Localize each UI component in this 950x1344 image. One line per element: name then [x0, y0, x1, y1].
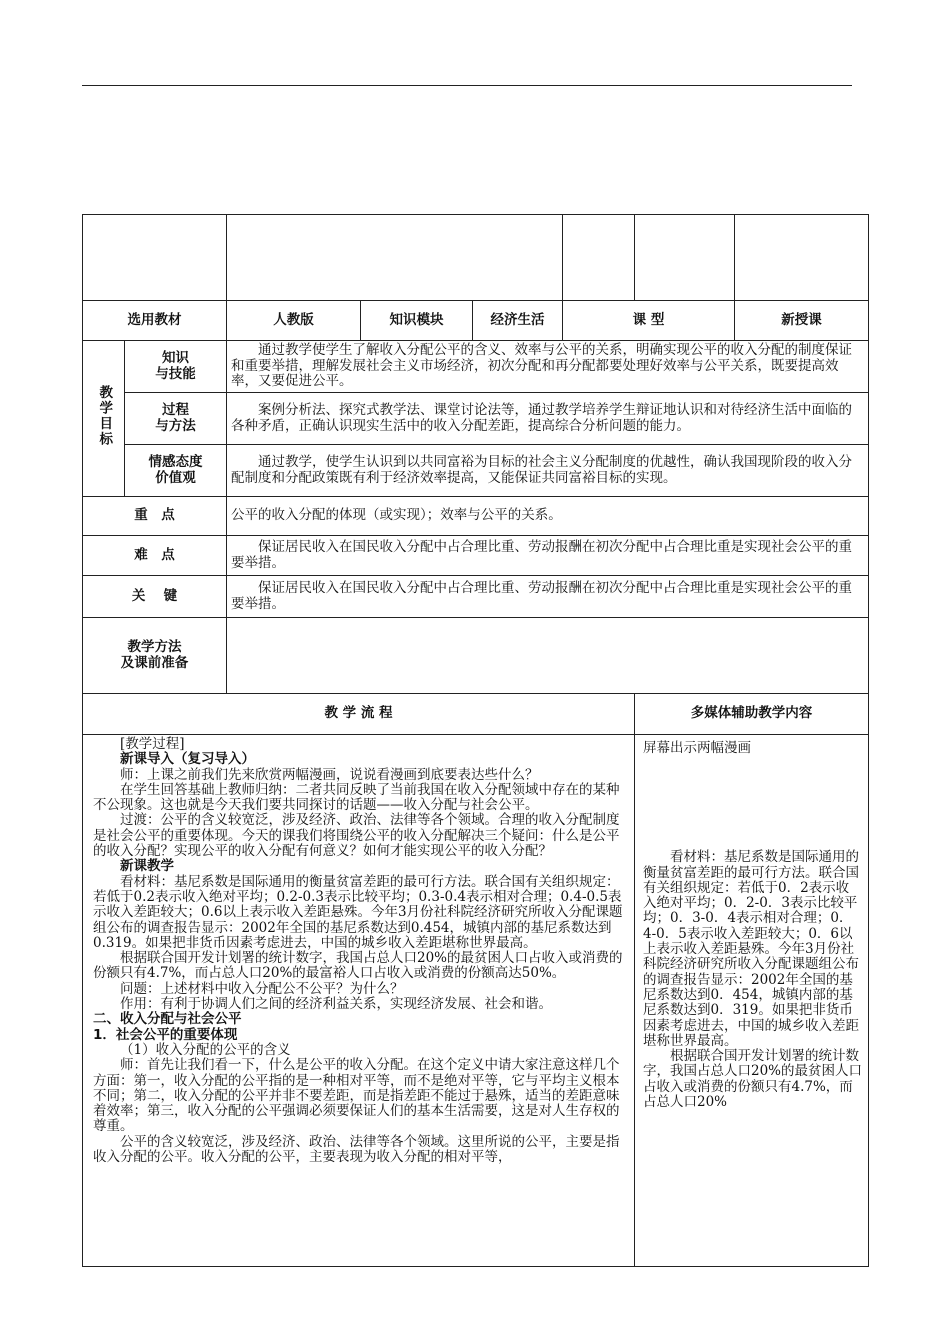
- goal-label-values: [125, 445, 227, 497]
- blank-cell: [563, 215, 635, 301]
- side-note-undp: 根据联合国开发计划署的统计数字，我国占总人口20%的最贫困人口占收入或消费的份额只有4.7%，而占总人口20%: [643, 1048, 863, 1111]
- flow-section-heading: 二、收入分配与社会公平: [93, 1011, 242, 1028]
- side-note-cartoons: 屏幕出示两幅漫画: [643, 740, 751, 756]
- difficulty-label: 难 点: [83, 536, 227, 576]
- flow-paragraph: 看材料：基尼系数是国际通用的衡量贫富差距的最可行方法。联合国有关组织规定：若低于0.2表示收入绝对平均；0.2-0.3表示比较平均；0.3-0.4表示相对合理；0.4-0.5表示收入差距较大；0.6以上表示收入差距悬殊。今年3月份社科院经济研究所收入分配课题组公布的调查报告显示：2002年全国的基尼系数达到0.454，城镇内部的基尼系数达到0.319。如果把非货币因素考虑进去，中国的城乡收入差距堪称世界最高。: [93, 873, 623, 951]
- module-value: 经济生活: [473, 301, 563, 341]
- blank-cell: [635, 215, 735, 301]
- flow-paragraph: 公平的含义较宽泛，涉及经济、政治、法律等各个领域。这里所说的公平，主要是指收入分配的公平。收入分配的公平，主要表现为收入分配的相对平等，: [93, 1133, 620, 1166]
- method-label-line2: 及课前准备: [120, 654, 189, 671]
- key-row: [83, 576, 869, 618]
- flow-paragraph: 在学生回答基础上教师归纳：二者共同反映了当前我国在收入分配领域中存在的某种不公现象。这也就是今天我们要共同探讨的话题——收入分配与社会公平。: [93, 781, 620, 814]
- key-text: 保证居民收入在国民收入分配中占合理比重、劳动报酬在初次分配中占合理比重是实现社会公平的重要举措。: [227, 576, 869, 618]
- goal-text-values: 通过教学，使学生认识到以共同富裕为目标的社会主义分配制度的优越性，确认我国现阶段的收入分配制度和分配政策既有利于经济效率提高，又能保证共同富裕目标的实现。: [227, 445, 869, 497]
- goal-label-line1: 过程: [162, 402, 189, 418]
- method-text: [227, 618, 869, 694]
- header-rule: [82, 85, 852, 86]
- goals-label-cell: [83, 341, 125, 497]
- flow-content-row: [83, 735, 869, 1267]
- teaching-flow-cell: [83, 735, 635, 1267]
- flow-paragraph: 师：首先让我们看一下，什么是公平的收入分配。在这个定义中请大家注意这样几个方面：第一，收入分配的公平指的是一种相对平等，而不是绝对平等，它与平均主义根本不同；第二，收入分配的公平并非不要差距，而是指差距不能过于悬殊，适当的差距意味着效率；第三，收入分配的公平强调必须要保证人们的基本生活需要，这是对人生存权的尊重。: [93, 1057, 620, 1135]
- flow-heading-intro: 新课导入（复习导入）: [120, 751, 255, 768]
- method-label: [83, 618, 227, 694]
- goal-label-line1: 情感态度: [148, 454, 203, 470]
- blank-header-row: [83, 215, 869, 301]
- flow-paragraph: 问题：上述材料中收入分配公不公平？为什么？: [120, 980, 404, 997]
- difficulty-text: 保证居民收入在国民收入分配中占合理比重、劳动报酬在初次分配中占合理比重是实现社会公平的重要举措。: [227, 536, 869, 576]
- goal-text-process: 案例分析法、探究式教学法、课堂讨论法等，通过教学培养学生辩证地认识和对待经济生活中面临的各种矛盾，正确认识现实生活中的收入分配差距，提高综合分析问题的能力。: [227, 393, 869, 445]
- goal-label-line2: 与技能: [155, 365, 196, 382]
- lesson-type-label: 课 型: [563, 301, 735, 341]
- method-row: [83, 618, 869, 694]
- flow-item-heading: （1）收入分配的公平的含义: [120, 1041, 291, 1058]
- flow-paragraph: 师：上课之前我们先来欣赏两幅漫画，说说看漫画到底要表达些什么？: [120, 766, 539, 783]
- key-point-text: 公平的收入分配的体现（或实现）；效率与公平的关系。: [227, 497, 869, 536]
- blank-cell: [735, 215, 869, 301]
- textbook-value: 人教版: [227, 301, 361, 341]
- lesson-type-value: 新授课: [735, 301, 869, 341]
- textbook-label: 选用教材: [83, 301, 227, 341]
- goal-label-line2: 价值观: [155, 469, 196, 486]
- difficulty-row: [83, 536, 869, 576]
- goal-row-knowledge: [83, 341, 869, 393]
- flow-paragraph: 作用：有利于协调人们之间的经济利益关系，实现经济发展、社会和谐。: [120, 996, 552, 1013]
- blank-cell: [83, 215, 227, 301]
- goal-text-knowledge: 通过教学使学生了解收入分配公平的含义、效率与公平的关系，明确实现公平的收入分配的制度保证和重要举措，理解发展社会主义市场经济，初次分配和再分配都要处理好效率与公平关系，既要提高效率，又要促进公平。: [227, 341, 869, 393]
- goal-label-process: [125, 393, 227, 445]
- flow-header-left: 教 学 流 程: [83, 694, 635, 735]
- key-point-row: [83, 497, 869, 536]
- flow-header-right: 多媒体辅助教学内容: [635, 694, 869, 735]
- method-label-line1: 教学方法: [127, 639, 182, 655]
- goal-row-values: [83, 445, 869, 497]
- key-label: 关 键: [83, 576, 227, 618]
- goal-label-line1: 知识: [162, 350, 189, 366]
- key-point-label: 重 点: [83, 497, 227, 536]
- flow-subsection-heading: 1．社会公平的重要体现: [93, 1026, 238, 1043]
- multimedia-cell: [635, 735, 869, 1267]
- flow-heading-process: [教学过程]: [120, 736, 185, 752]
- module-label: 知识模块: [361, 301, 473, 341]
- flow-header-row: [83, 694, 869, 735]
- goals-label: 教学目标: [96, 385, 113, 448]
- goal-label-line2: 与方法: [155, 417, 196, 434]
- flow-paragraph: 根据联合国开发计划署的统计数字，我国占总人口20%的最贫困人口占收入或消费的份额只有4.7%，而占总人口20%的最富裕人口占收入或消费的份额高达50%。: [93, 950, 623, 982]
- goal-row-process: [83, 393, 869, 445]
- info-row: [83, 301, 869, 341]
- flow-heading-new-lesson: 新课教学: [120, 858, 174, 875]
- lesson-plan-table: [82, 214, 869, 1267]
- side-note-gini: 看材料：基尼系数是国际通用的衡量贫富差距的最可行方法。联合国有关组织规定：若低于0．2表示收入绝对平均；0．2-0．3表示比较平均；0．3-0．4表示相对合理；0．4-0．5表示收入差距较大；0．6以上表示收入差距悬殊。今年3月份社科院经济研究所收入分配课题组公布的调查报告显示：2002年全国的基尼系数达到0．454，城镇内部的基尼系数达到0．319。如果把非货币因素考虑进去，中国的城乡收入差距堪称世界最高。: [643, 849, 859, 1049]
- blank-cell: [227, 215, 563, 301]
- flow-paragraph: 过渡：公平的含义较宽泛，涉及经济、政治、法律等各个领域。合理的收入分配制度是社会公平的重要体现。今天的课我们将围绕公平的收入分配解决三个疑问：什么是公平的收入分配？实现公平的收入分配有何意义？如何才能实现公平的收入分配？: [93, 812, 620, 860]
- goal-label-knowledge: [125, 341, 227, 393]
